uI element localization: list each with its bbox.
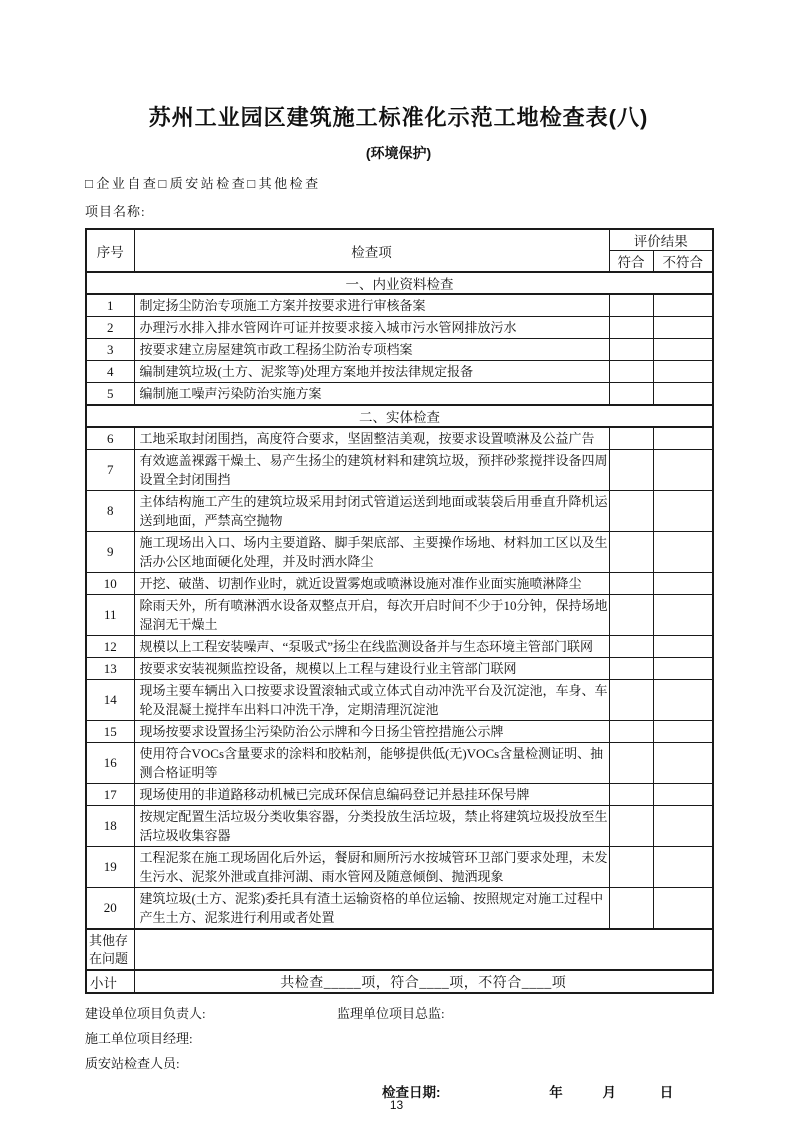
inspection-table: [85, 228, 714, 994]
check-option-station: [158, 176, 247, 191]
inspection-item-text: 主体结构施工产生的建筑垃圾采用封闭式管道运送到地面或装袋后用垂直升降机运送到地面，严禁高空抛物: [134, 491, 609, 532]
form-content: [85, 0, 712, 1105]
inspection-date-label: 检查日期:: [382, 1085, 441, 1100]
section-header-row: [86, 272, 713, 294]
pass-cell: [609, 427, 653, 450]
inspection-item-text: 开挖、破凿、切割作业时，就近设置雾炮或喷淋设施对准作业面实施喷淋降尘: [134, 573, 609, 595]
signature-row-2: [85, 1026, 712, 1051]
row-number: 16: [86, 743, 134, 784]
inspection-item-text: 除雨天外，所有喷淋洒水设备双整点开启，每次开启时间不少于10分钟，保持场地湿润无干燥土: [134, 595, 609, 636]
row-number: 10: [86, 573, 134, 595]
table-row: [86, 743, 713, 784]
row-number: 9: [86, 532, 134, 573]
fail-cell: [653, 294, 713, 317]
pass-cell: [609, 383, 653, 406]
section-title: 一、内业资料检查: [86, 272, 713, 294]
table-row: [86, 784, 713, 806]
check-option-label: 其他检查: [258, 176, 321, 191]
builder-signature-label: 建设单位项目负责人:: [85, 1006, 206, 1021]
supervisor-signature-label: 监理单位项目总监:: [337, 1006, 445, 1021]
table-row: [86, 595, 713, 636]
page-subtitle: (环境保护): [365, 145, 432, 161]
fail-cell: [653, 361, 713, 383]
pass-cell: [609, 573, 653, 595]
row-number: 11: [86, 595, 134, 636]
fail-cell: [653, 743, 713, 784]
fail-cell: [653, 317, 713, 339]
fail-cell: [653, 339, 713, 361]
table-row: [86, 317, 713, 339]
inspector-signature-label: 质安站检查人员:: [85, 1056, 180, 1071]
row-number: 1: [86, 294, 134, 317]
fail-cell: [653, 847, 713, 888]
signature-row-1: [85, 1001, 712, 1026]
table-row: [86, 427, 713, 450]
header-fail: 不符合: [653, 251, 713, 273]
table-row: [86, 491, 713, 532]
page-number: 13: [389, 1098, 404, 1112]
row-number: 7: [86, 450, 134, 491]
row-number: 14: [86, 680, 134, 721]
fail-cell: [653, 427, 713, 450]
pass-cell: [609, 847, 653, 888]
fail-cell: [653, 383, 713, 406]
fail-cell: [653, 636, 713, 658]
row-number: 19: [86, 847, 134, 888]
row-number: 20: [86, 888, 134, 930]
header-pass: 符合: [609, 251, 653, 273]
inspection-item-text: 工程泥浆在施工现场固化后外运，餐厨和厕所污水按城管环卫部门要求处理，未发生污水、泥浆外泄或直排河湖、雨水管网及随意倾倒、抛洒现象: [134, 847, 609, 888]
pass-cell: [609, 784, 653, 806]
inspection-item-text: 制定扬尘防治专项施工方案并按要求进行审核备案: [134, 294, 609, 317]
header-serial-number: 序号: [86, 229, 134, 272]
pass-cell: [609, 294, 653, 317]
table-row: [86, 383, 713, 406]
pass-cell: [609, 658, 653, 680]
fail-cell: [653, 680, 713, 721]
day-label: 日: [659, 1085, 674, 1100]
inspection-rows: [86, 272, 713, 929]
table-row: [86, 658, 713, 680]
table-row: [86, 636, 713, 658]
subtotal-label: 小计: [86, 970, 134, 993]
check-type-options: [85, 173, 712, 192]
project-name-label: 项目名称:: [85, 204, 146, 219]
check-option-label: 质安站检查: [169, 176, 248, 191]
pass-cell: [609, 888, 653, 930]
pass-cell: [609, 806, 653, 847]
row-number: 12: [86, 636, 134, 658]
pass-cell: [609, 743, 653, 784]
pass-cell: [609, 532, 653, 573]
signature-row-3: [85, 1051, 712, 1076]
row-number: 17: [86, 784, 134, 806]
inspection-item-text: 工地采取封闭围挡，高度符合要求，坚固整洁美观，按要求设置喷淋及公益广告: [134, 427, 609, 450]
inspection-item-text: 按要求建立房屋建筑市政工程扬尘防治专项档案: [134, 339, 609, 361]
other-problems-blank: [134, 929, 713, 970]
table-row: [86, 806, 713, 847]
row-number: 8: [86, 491, 134, 532]
fail-cell: [653, 491, 713, 532]
fail-cell: [653, 784, 713, 806]
inspection-item-text: 现场主要车辆出入口按要求设置滚轴式或立体式自动冲洗平台及沉淀池，车身、车轮及混凝土搅拌车出料口冲洗干净，定期清理沉淀池: [134, 680, 609, 721]
inspection-item-text: 办理污水排入排水管网许可证并按要求接入城市污水管网排放污水: [134, 317, 609, 339]
check-option-label: 企业自查: [96, 176, 159, 191]
pass-cell: [609, 721, 653, 743]
signature-block: [85, 1001, 712, 1105]
fail-cell: [653, 532, 713, 573]
pass-cell: [609, 361, 653, 383]
subtotal-text: 共检查_____项，符合____项，不符合____项: [134, 970, 713, 993]
inspection-item-text: 使用符合VOCs含量要求的涂料和胶粘剂，能够提供低(无)VOCs含量检测证明、抽测合格证明等: [134, 743, 609, 784]
pass-cell: [609, 595, 653, 636]
table-row: [86, 721, 713, 743]
pass-cell: [609, 491, 653, 532]
table-row: [86, 573, 713, 595]
pass-cell: [609, 339, 653, 361]
table-row: [86, 847, 713, 888]
row-number: 13: [86, 658, 134, 680]
fail-cell: [653, 450, 713, 491]
fail-cell: [653, 595, 713, 636]
inspection-item-text: 现场按要求设置扬尘污染防治公示牌和今日扬尘管控措施公示牌: [134, 721, 609, 743]
inspection-item-text: 有效遮盖裸露干燥土、易产生扬尘的建筑材料和建筑垃圾，预拌砂浆搅拌设备四周设置全封闭围挡: [134, 450, 609, 491]
inspection-item-text: 施工现场出入口、场内主要道路、脚手架底部、主要操作场地、材料加工区以及生活办公区地面硬化处理，并及时洒水降尘: [134, 532, 609, 573]
table-row: [86, 680, 713, 721]
pass-cell: [609, 636, 653, 658]
page-title: 苏州工业园区建筑施工标准化示范工地检查表(八): [148, 105, 649, 130]
row-number: 6: [86, 427, 134, 450]
table-header-row-1: [86, 229, 713, 251]
fail-cell: [653, 806, 713, 847]
year-label: 年: [549, 1085, 563, 1100]
checkbox-icon: □: [158, 176, 169, 191]
pass-cell: [609, 450, 653, 491]
table-row: [86, 532, 713, 573]
checkbox-icon: □: [247, 176, 258, 191]
table-row: [86, 450, 713, 491]
month-label: 月: [602, 1085, 617, 1100]
table-row: [86, 888, 713, 930]
inspection-item-text: 按要求安装视频监控设备，规模以上工程与建设行业主管部门联网: [134, 658, 609, 680]
contractor-signature-label: 施工单位项目经理:: [85, 1031, 193, 1046]
row-number: 2: [86, 317, 134, 339]
pass-cell: [609, 317, 653, 339]
fail-cell: [653, 658, 713, 680]
pass-cell: [609, 680, 653, 721]
inspection-item-text: 按规定配置生活垃圾分类收集容器，分类投放生活垃圾，禁止将建筑垃圾投放至生活垃圾收集容器: [134, 806, 609, 847]
row-number: 4: [86, 361, 134, 383]
row-number: 5: [86, 383, 134, 406]
header-evaluation-result: 评价结果: [609, 229, 713, 251]
check-option-enterprise: [85, 176, 158, 191]
fail-cell: [653, 888, 713, 930]
section-title: 二、实体检查: [86, 405, 713, 427]
inspection-item-text: 编制建筑垃圾(土方、泥浆等)处理方案地并按法律规定报备: [134, 361, 609, 383]
row-number: 15: [86, 721, 134, 743]
header-inspection-item: 检查项: [134, 229, 609, 272]
row-number: 18: [86, 806, 134, 847]
table-row: [86, 294, 713, 317]
checkbox-icon: □: [85, 176, 96, 191]
subtotal-row: [86, 970, 713, 993]
other-problems-label: 其他存在问题: [86, 929, 134, 970]
table-row: [86, 361, 713, 383]
check-option-other: [247, 176, 320, 191]
table-row: [86, 339, 713, 361]
inspection-item-text: 编制施工噪声污染防治实施方案: [134, 383, 609, 406]
inspection-item-text: 规模以上工程安装噪声、“泵吸式”扬尘在线监测设备并与生态环境主管部门联网: [134, 636, 609, 658]
inspection-item-text: 建筑垃圾(土方、泥浆)委托具有渣土运输资格的单位运输、按照规定对施工过程中产生土方、泥浆进行利用或者处置: [134, 888, 609, 930]
other-problems-row: [86, 929, 713, 970]
summary-rows: [86, 929, 713, 993]
row-number: 3: [86, 339, 134, 361]
inspection-item-text: 现场使用的非道路移动机械已完成环保信息编码登记并悬挂环保号牌: [134, 784, 609, 806]
section-header-row: [86, 405, 713, 427]
fail-cell: [653, 721, 713, 743]
fail-cell: [653, 573, 713, 595]
